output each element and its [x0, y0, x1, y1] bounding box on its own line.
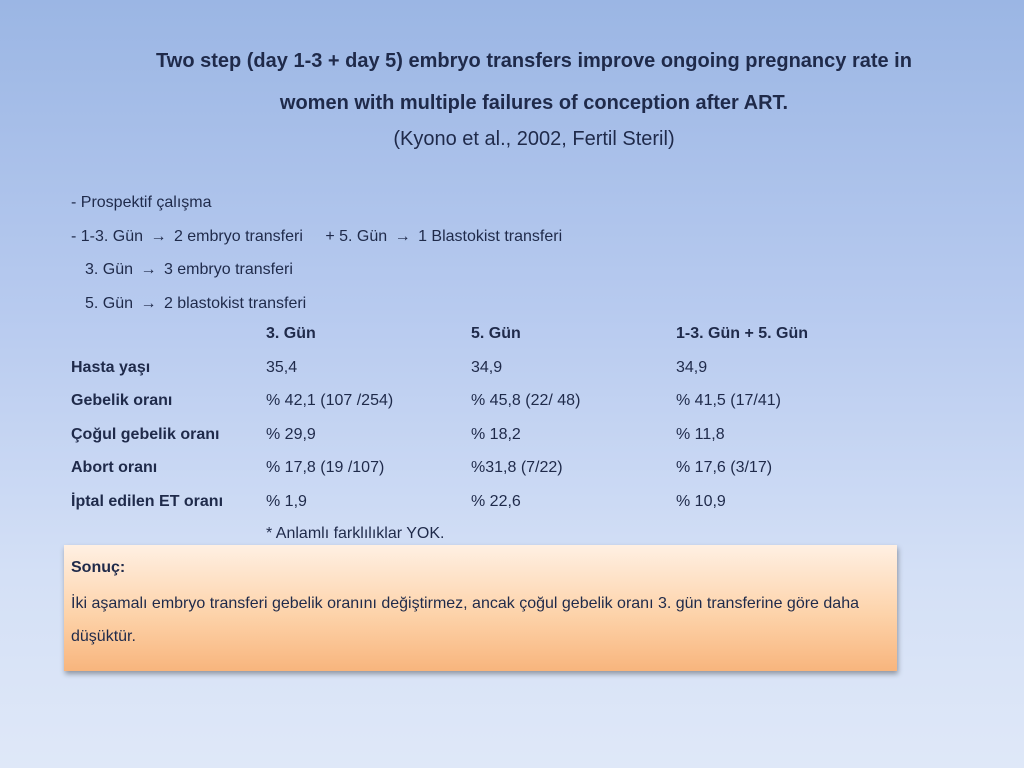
row-label: Hasta yaşı	[71, 358, 151, 376]
arrow-right-icon: →	[394, 227, 411, 245]
arrow-right-icon: →	[150, 227, 167, 245]
table-cell: % 17,6 (3/17)	[676, 459, 773, 476]
bullet-study-type	[71, 186, 562, 220]
table-cell: % 1,9	[266, 492, 307, 510]
citation: (Kyono et al., 2002, Fertil Steril)	[393, 128, 675, 150]
table-cell: 34,9	[676, 358, 708, 376]
table-row	[71, 451, 876, 485]
bullet-day13-transfer	[71, 220, 562, 254]
bullet-day3-transfer	[71, 253, 562, 287]
bullet-text: + 5. Gün	[325, 227, 388, 245]
row-label: Abort oranı	[71, 459, 158, 476]
table-cell: % 18,2	[471, 425, 521, 443]
table-cell: 35,4	[266, 358, 298, 376]
results-table	[71, 317, 876, 518]
bullet-text: 3 embryo transferi	[163, 261, 293, 278]
row-label: Çoğul gebelik oranı	[71, 425, 220, 443]
table-cell: % 10,9	[676, 492, 726, 510]
table-row	[71, 418, 876, 452]
bullet-text: 5. Gün	[85, 294, 134, 312]
table-row	[71, 485, 876, 519]
table-cell: % 41,5 (17/41)	[676, 392, 781, 409]
slide-title-line-1: Two step (day 1-3 + day 5) embryo transfers improve ongoing pregnancy rate in	[156, 50, 912, 72]
table-header-cell	[71, 317, 266, 351]
table-cell: 34,9	[471, 358, 503, 376]
bullet-text: - 1-3. Gün	[71, 227, 144, 245]
table-header-cell: 1-3. Gün + 5. Gün	[676, 325, 809, 342]
bullet-list	[71, 186, 562, 320]
slide-title	[40, 40, 1024, 124]
table-cell: %31,8 (7/22)	[471, 459, 563, 476]
table-row	[71, 351, 876, 385]
bullet-text: 2 embryo transferi	[173, 227, 303, 245]
table-cell: % 29,9	[266, 425, 316, 443]
bullet-text: 3. Gün	[85, 261, 134, 278]
conclusion-box	[64, 545, 897, 671]
bullet-text: 1 Blastokist transferi	[418, 227, 563, 245]
conclusion-text: İki aşamalı embryo transferi gebelik oranını değiştirmez, ancak çoğul gebelik oranı 3. gün transferine göre daha düşüktür.	[71, 595, 859, 645]
bullet-text: - Prospektif çalışma	[71, 194, 212, 211]
table-cell: % 45,8 (22/ 48)	[471, 392, 581, 409]
arrow-right-icon: →	[140, 261, 157, 278]
table-header-row	[71, 317, 876, 351]
arrow-right-icon: →	[140, 294, 157, 312]
table-cell: % 42,1 (107 /254)	[266, 392, 394, 409]
conclusion-title: Sonuç:	[71, 559, 126, 576]
bullet-day5-transfer	[71, 287, 562, 321]
row-label: Gebelik oranı	[71, 392, 173, 409]
table-header-cell: 5. Gün	[471, 325, 521, 342]
bullet-text: 2 blastokist transferi	[163, 294, 307, 312]
slide-title-line-2: women with multiple failures of conception after ART.	[279, 92, 789, 114]
table-header-cell: 3. Gün	[266, 325, 316, 342]
table-cell: % 11,8	[676, 425, 725, 443]
table-row	[71, 384, 876, 418]
table-cell: % 17,8 (19 /107)	[266, 459, 385, 476]
footnote: * Anlamlı farklılıklar YOK.	[266, 525, 445, 542]
row-label: İptal edilen ET oranı	[71, 492, 224, 510]
table-cell: % 22,6	[471, 492, 521, 510]
